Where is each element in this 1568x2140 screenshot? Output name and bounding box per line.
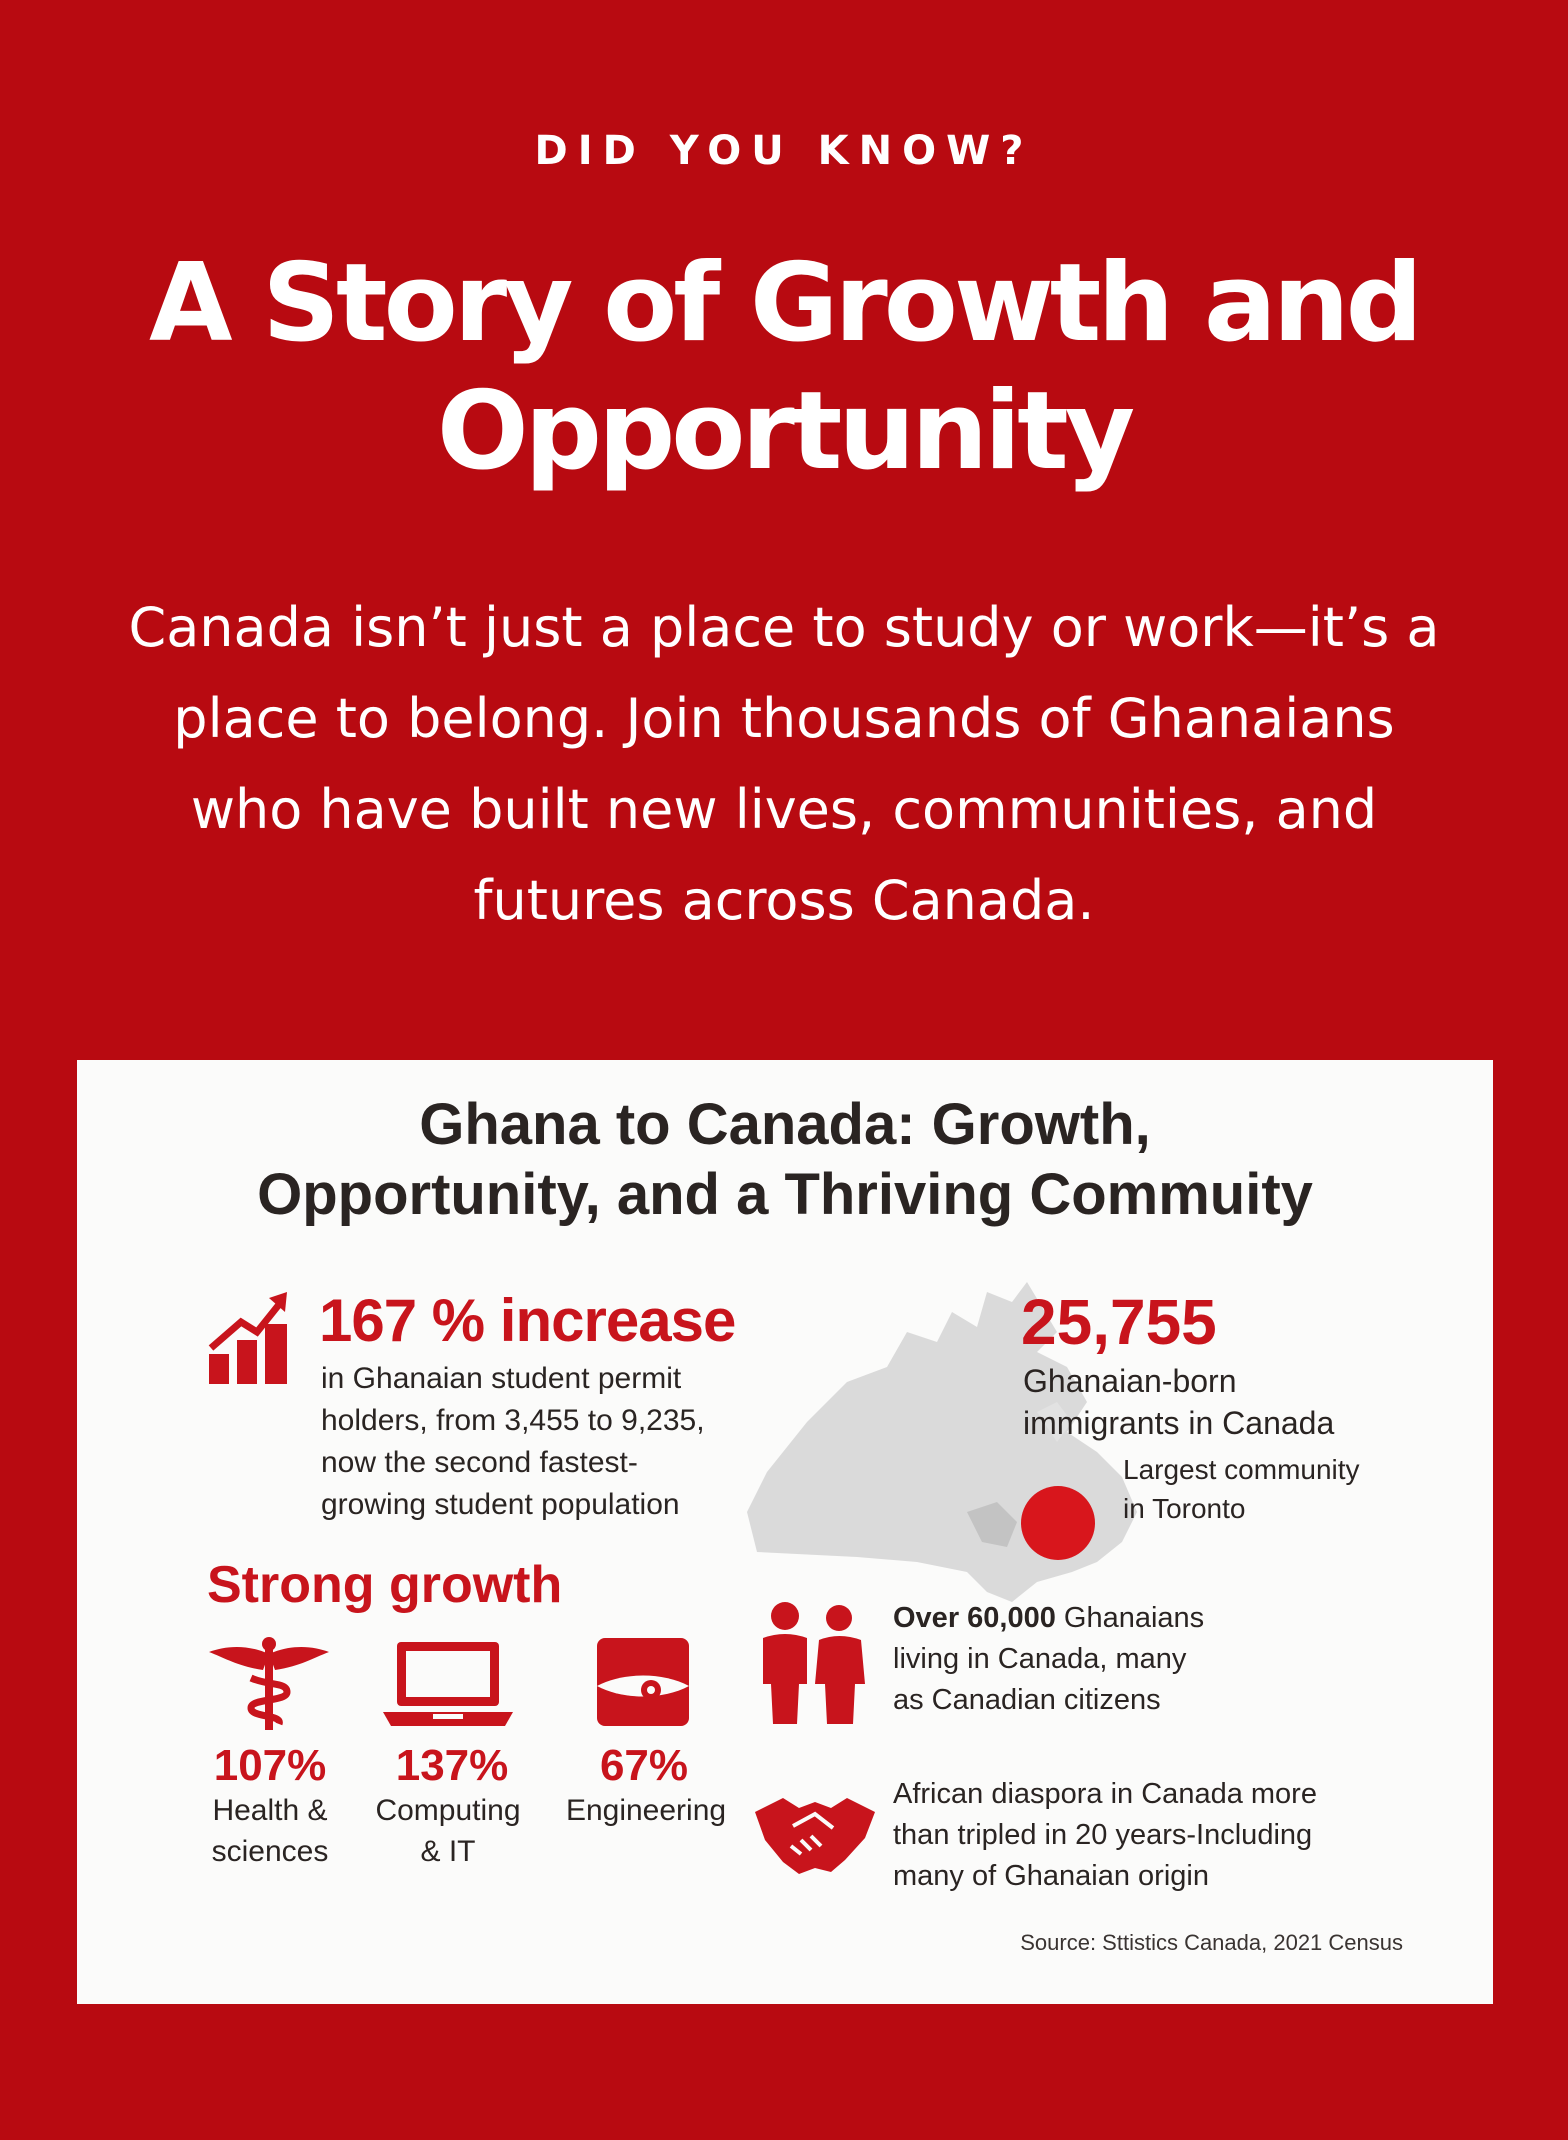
intro-line-3: who have built new lives, communities, and xyxy=(190,778,1378,841)
people-icon xyxy=(757,1600,867,1726)
immigrant-stat-line-2: immigrants in Canada xyxy=(1023,1405,1335,1441)
fact-population-line-2: living in Canada, many xyxy=(893,1643,1187,1675)
toronto-marker xyxy=(1021,1486,1095,1560)
fact-diaspora-line-2: than tripled in 20 years-Including xyxy=(893,1819,1313,1851)
growth-health-label xyxy=(175,1790,365,1872)
growth-health-label-line-1: Health & xyxy=(212,1794,328,1827)
intro-paragraph xyxy=(50,582,1518,946)
growth-engineering-label xyxy=(551,1790,741,1831)
growth-heading: Strong growth xyxy=(207,1556,563,1614)
fact-diaspora-line-3: many of Ghanaian origin xyxy=(893,1860,1209,1892)
handshake-icon xyxy=(753,1790,877,1880)
growth-computing-label-line-1: Computing xyxy=(375,1794,521,1827)
growth-health-percent: 107% xyxy=(213,1741,327,1790)
infographic-title-line-2: Opportunity, and a Thriving Commuity xyxy=(257,1162,1313,1227)
growth-computing-label xyxy=(353,1790,543,1872)
engineering-icon xyxy=(593,1634,693,1730)
student-stat-line-4: growing student population xyxy=(321,1488,680,1521)
infographic-title-line-1: Ghana to Canada: Growth, xyxy=(419,1092,1151,1157)
immigrant-stat-value: 25,755 xyxy=(1021,1286,1217,1358)
toronto-line-2: in Toronto xyxy=(1123,1493,1246,1524)
intro-line-2: place to belong. Join thousands of Ghanaians xyxy=(173,687,1395,750)
toronto-line-1: Largest community xyxy=(1123,1454,1360,1485)
fact-population-line-3: as Canadian citizens xyxy=(893,1684,1161,1716)
student-stat-line-1: in Ghanaian student permit xyxy=(321,1362,682,1395)
fact-population-bold: Over 60,000 xyxy=(893,1602,1056,1634)
laptop-icon xyxy=(383,1638,513,1730)
growth-engineering-percent: 67% xyxy=(599,1741,689,1790)
title-line-2: Opportunity xyxy=(436,369,1132,494)
student-stat-line-2: holders, from 3,455 to 9,235, xyxy=(321,1404,705,1437)
growth-chart-icon xyxy=(207,1288,299,1386)
immigrant-stat-line-1: Ghanaian-born xyxy=(1023,1363,1237,1399)
fact-population xyxy=(893,1598,1413,1721)
title-line-1: A Story of Growth and xyxy=(149,241,1419,366)
infographic-title xyxy=(77,1090,1493,1230)
growth-health-label-line-2: sciences xyxy=(211,1835,329,1868)
growth-engineering-label-line-1: Engineering xyxy=(565,1794,727,1827)
growth-computing-label-line-2: & IT xyxy=(420,1835,476,1868)
source-note: Source: Sttistics Canada, 2021 Census xyxy=(1020,1930,1403,1955)
fact-diaspora xyxy=(893,1774,1413,1897)
page-title xyxy=(60,240,1508,496)
caduceus-icon xyxy=(207,1636,331,1732)
infographic-card xyxy=(77,1060,1493,2004)
growth-computing-percent: 137% xyxy=(395,1741,509,1790)
student-stat-line-3: now the second fastest- xyxy=(321,1446,638,1479)
fact-diaspora-line-1: African diaspora in Canada more xyxy=(893,1778,1317,1810)
eyebrow-label: DID YOU KNOW? xyxy=(534,128,1034,174)
intro-line-4: futures across Canada. xyxy=(473,869,1095,932)
student-stat-value: 167 % increase xyxy=(319,1287,736,1354)
fact-population-line-1: Ghanaians xyxy=(1055,1602,1205,1634)
immigrant-stat-description xyxy=(1023,1360,1403,1444)
toronto-label xyxy=(1123,1450,1423,1528)
student-stat-description xyxy=(321,1358,741,1526)
intro-line-1: Canada isn’t just a place to study or work—it’s a xyxy=(128,596,1440,659)
